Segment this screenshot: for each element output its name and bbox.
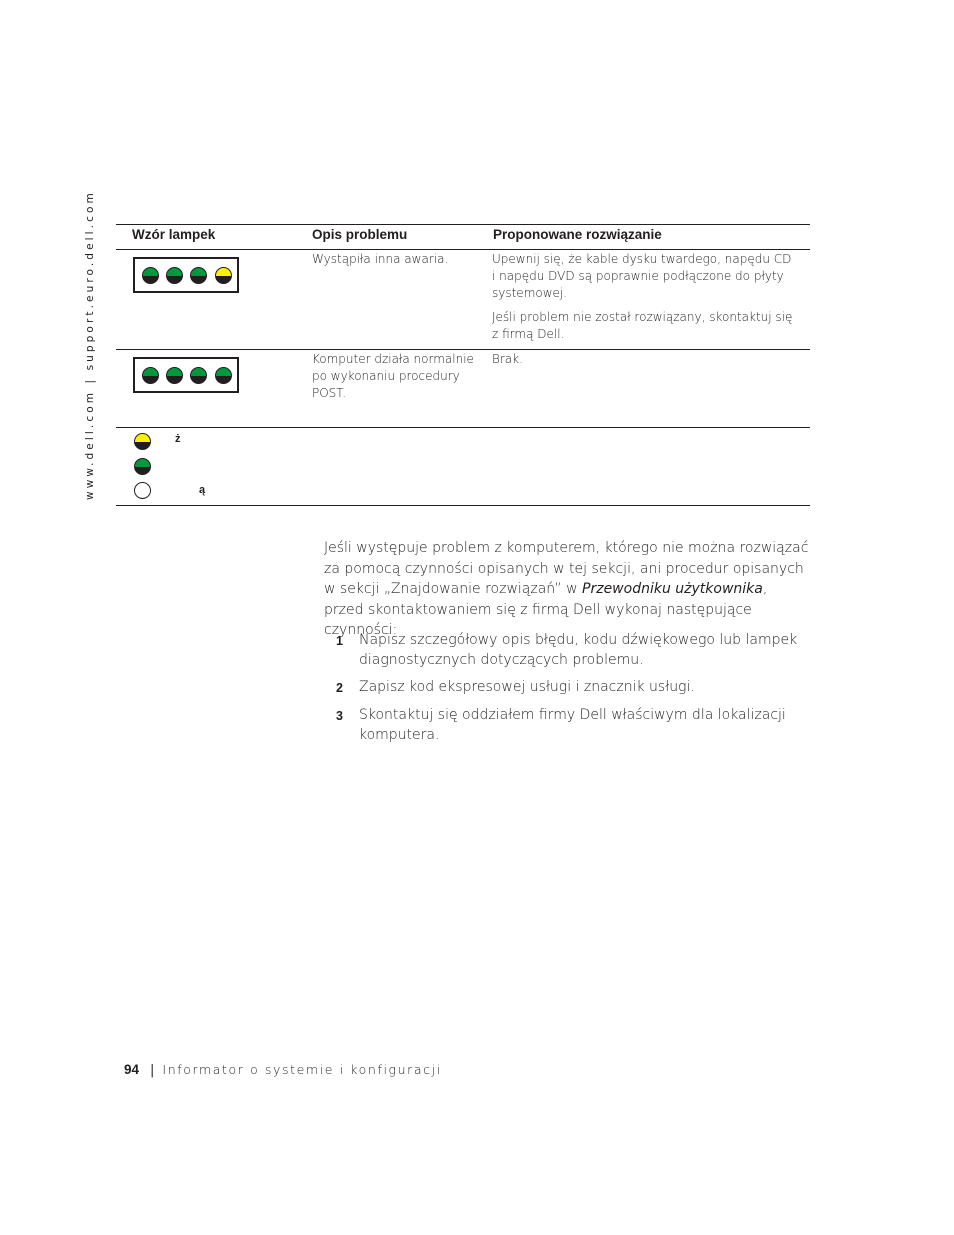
- row-2-solution: Brak.: [492, 352, 523, 366]
- header-problem-description: Opis problemu: [312, 227, 408, 242]
- row-rule: [116, 427, 810, 428]
- step-3-text: Skontaktuj się oddziałem firmy Dell właściwym dla lokalizacji komputera.: [359, 707, 786, 743]
- led-green-icon: [190, 367, 207, 384]
- legend-green-led-icon: [134, 458, 151, 475]
- led-green-icon: [215, 367, 232, 384]
- row-rule: [116, 349, 810, 350]
- step-1-text: Napisz szczegółowy opis błędu, kodu dźwiękowego lub lampek diagnostycznych dotyczących problemu.: [359, 632, 798, 668]
- page-footer: [124, 1062, 442, 1078]
- intro-italic-title: Przewodniku użytkownika: [582, 581, 763, 597]
- row-2-description: Komputer działa normalnie po wykonaniu procedury POST.: [312, 352, 474, 400]
- legend-off-led-icon: [134, 482, 151, 499]
- step-1-number: 1: [336, 634, 343, 648]
- led-green-icon: [190, 267, 207, 284]
- step-2-number: 2: [336, 681, 343, 695]
- footer-separator: |: [150, 1063, 155, 1078]
- led-pattern-row-2: [133, 357, 239, 393]
- table-bottom-rule: [116, 505, 810, 506]
- led-green-icon: [166, 267, 183, 284]
- legend-yellow-label: ż: [175, 433, 181, 445]
- legend-off-label: ą: [199, 484, 206, 496]
- row-1-solution-2: Jeśli problem nie został rozwiązany, skontaktuj się z firmą Dell.: [492, 310, 793, 341]
- legend-yellow-led-icon: [134, 433, 151, 450]
- step-2-text: Zapisz kod ekspresowej usługi i znacznik usługi.: [359, 679, 695, 695]
- intro-paragraph: [324, 538, 810, 641]
- intro-text: Jeśli występuje problem z komputerem, którego nie można rozwiązać za pomocą czynności opisanych w tej sekcji, ani procedur opisanych w sekcji „Znajdowanie rozwiązań” w: [324, 540, 809, 597]
- led-green-icon: [166, 367, 183, 384]
- page-number: 94: [124, 1062, 140, 1077]
- header-rule: [116, 249, 810, 250]
- led-yellow-icon: [215, 267, 232, 284]
- led-green-icon: [142, 267, 159, 284]
- side-url: www.dell.com | support.euro.dell.com: [84, 190, 96, 500]
- row-1-solution-1: Upewnij się, że kable dysku twardego, napędu CD i napędu DVD są poprawnie podłączone do płyty systemowej.: [492, 252, 792, 300]
- row-1-description: Wystąpiła inna awaria.: [312, 252, 449, 266]
- header-light-pattern: Wzór lampek: [132, 227, 216, 242]
- led-green-icon: [142, 367, 159, 384]
- footer-title: Informator o systemie i konfiguracji: [162, 1062, 442, 1077]
- led-pattern-row-1: [133, 257, 239, 293]
- intro-text-end: , przed skontaktowaniem się z firmą Dell wykonaj następujące czynności:: [324, 581, 768, 638]
- step-3-number: 3: [336, 709, 343, 723]
- header-suggested-solution: Proponowane rozwiązanie: [493, 227, 662, 242]
- table-top-rule: [116, 224, 810, 225]
